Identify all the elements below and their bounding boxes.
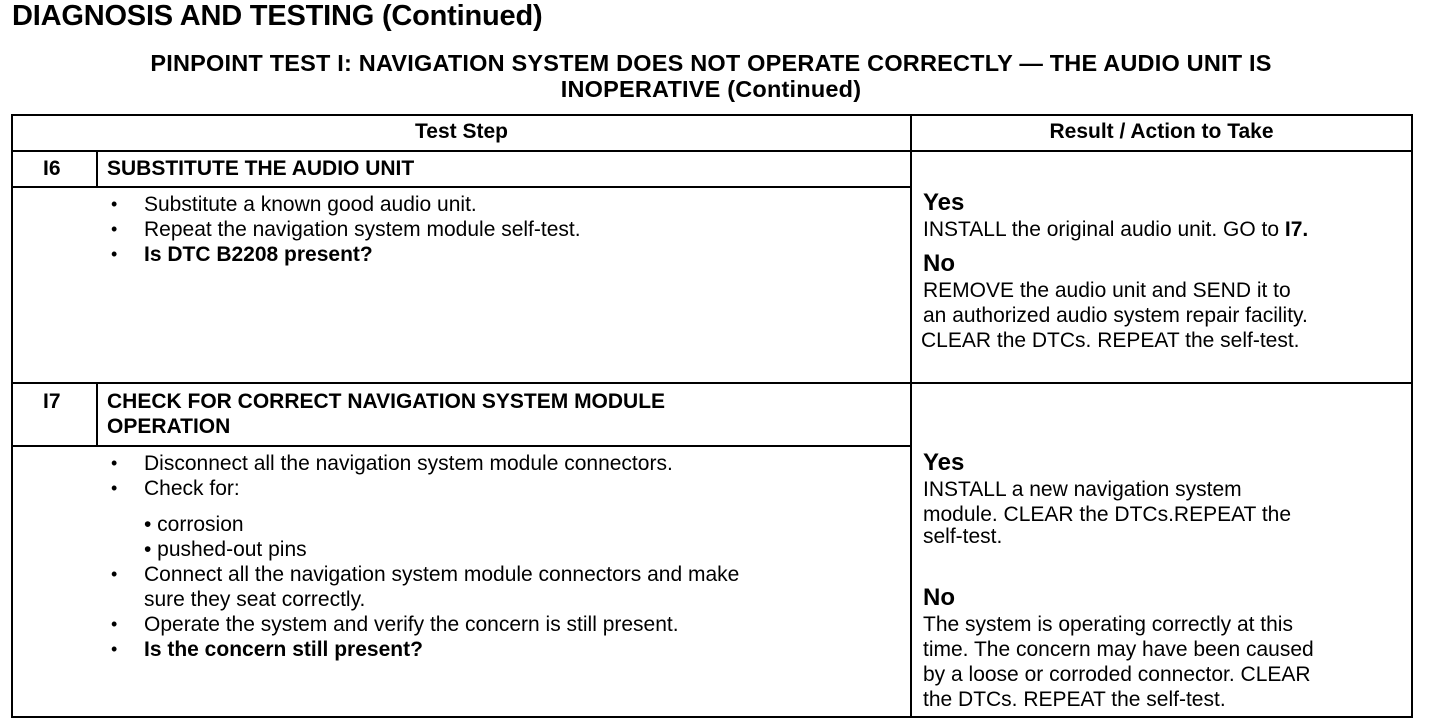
bullet-dot: • <box>111 194 118 214</box>
section-header: DIAGNOSIS AND TESTING (Continued) <box>12 0 543 32</box>
step-i7-bullet: Operate the system and verify the concern is still present. <box>144 613 679 636</box>
step-id-divider-i6 <box>96 152 98 186</box>
step-i7-bullet: sure they seat correctly. <box>144 588 366 611</box>
step-i7-bullet: Check for: <box>144 477 240 500</box>
step-i7-sub-bullet: • corrosion <box>144 513 244 536</box>
step-id-i6: I6 <box>43 157 61 180</box>
bullet-dot: • <box>111 244 118 264</box>
result-no-text: an authorized audio system repair facility. <box>923 304 1308 327</box>
step-i6-title-divider <box>13 186 910 188</box>
bullet-dot: • <box>111 478 118 498</box>
vertical-divider-result <box>910 116 912 716</box>
step-title-i7: OPERATION <box>107 415 231 438</box>
step-row-divider <box>13 382 1411 384</box>
result-no-text: time. The concern may have been caused <box>923 638 1314 661</box>
step-i7-bullet: Disconnect all the navigation system module connectors. <box>144 452 673 475</box>
bullet-dot: • <box>111 564 118 584</box>
pinpoint-test-title <box>0 50 1422 102</box>
step-i7-title-divider <box>13 445 910 447</box>
column-header-result: Result / Action to Take <box>1049 120 1274 143</box>
step-id-divider-i7 <box>96 384 98 445</box>
column-header-test-step: Test Step <box>415 120 508 143</box>
result-yes-text: self-test. <box>923 525 1003 548</box>
bullet-dot: • <box>111 614 118 634</box>
step-i7-bullet: Connect all the navigation system module connectors and make <box>144 563 740 586</box>
result-no-text: the DTCs. REPEAT the self-test. <box>923 688 1226 711</box>
step-title-i7: CHECK FOR CORRECT NAVIGATION SYSTEM MODULE <box>107 390 666 413</box>
result-no-label: No <box>923 584 955 611</box>
step-title-i6: SUBSTITUTE THE AUDIO UNIT <box>107 157 415 180</box>
bullet-dot: • <box>111 453 118 473</box>
result-yes-text: module. CLEAR the DTCs.REPEAT the <box>923 503 1292 526</box>
step-i7-sub-bullet: • pushed-out pins <box>144 538 307 561</box>
result-yes-action: INSTALL the original audio unit. GO to <box>923 218 1285 241</box>
result-yes-text: INSTALL a new navigation system <box>923 478 1242 501</box>
result-yes-text <box>923 217 1308 242</box>
pinpoint-test-title-line2: INOPERATIVE (Continued) <box>560 76 862 102</box>
result-yes-label: Yes <box>923 189 965 216</box>
result-no-text: CLEAR the DTCs. REPEAT the self-test. <box>921 329 1300 352</box>
result-no-text: The system is operating correctly at this <box>923 613 1293 636</box>
step-id-i7: I7 <box>43 390 61 413</box>
header-row-divider <box>13 150 1411 152</box>
pinpoint-test-title-line1: PINPOINT TEST I: NAVIGATION SYSTEM DOES NOT OPERATE CORRECTLY — THE AUDIO UNIT IS <box>150 50 1272 76</box>
result-no-text: REMOVE the audio unit and SEND it to <box>923 279 1291 302</box>
step-i6-bullet: Substitute a known good audio unit. <box>144 193 477 216</box>
pinpoint-test-table <box>11 114 1413 718</box>
result-no-text: by a loose or corroded connector. CLEAR <box>923 663 1311 686</box>
result-no-label: No <box>923 250 955 277</box>
step-i7-question: Is the concern still present? <box>144 638 423 661</box>
goto-step-link: I7. <box>1284 218 1309 241</box>
step-i6-bullet: Repeat the navigation system module self-test. <box>144 218 581 241</box>
bullet-dot: • <box>111 219 118 239</box>
result-yes-label: Yes <box>923 449 965 476</box>
bullet-dot: • <box>111 639 118 659</box>
step-i6-question: Is DTC B2208 present? <box>144 243 373 266</box>
